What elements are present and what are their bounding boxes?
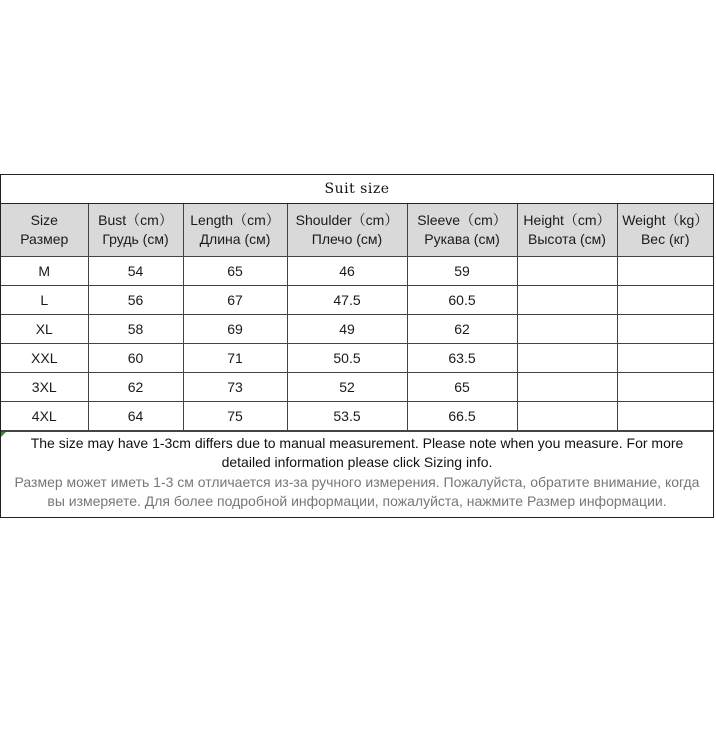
cell-shoulder: 53.5 xyxy=(287,402,407,431)
cell-size: XXL xyxy=(1,344,88,373)
cell-bust: 58 xyxy=(88,315,183,344)
chart-title: Suit size xyxy=(1,175,713,204)
cell-length: 71 xyxy=(183,344,287,373)
cell-size: M xyxy=(1,257,88,286)
cell-height xyxy=(517,402,617,431)
header-size xyxy=(1,204,88,257)
note-russian: Размер может иметь 1-3 см отличается из-за ручного измерения. Пожалуйста, обратите внимание, когда вы измеряете. Для более подробной информации, пожалуйста, нажмите Размер информации. xyxy=(14,474,700,509)
cell-bust: 60 xyxy=(88,344,183,373)
header-sleeve-en: Sleeve（cm） xyxy=(417,212,507,228)
table-row xyxy=(1,257,713,286)
cell-height xyxy=(517,315,617,344)
cell-size: 3XL xyxy=(1,373,88,402)
cell-height xyxy=(517,344,617,373)
cell-length: 67 xyxy=(183,286,287,315)
cell-bust: 56 xyxy=(88,286,183,315)
cell-shoulder: 46 xyxy=(287,257,407,286)
cell-shoulder: 49 xyxy=(287,315,407,344)
header-weight-en: Weight（kg） xyxy=(622,212,709,228)
cell-sleeve: 65 xyxy=(407,373,517,402)
cell-shoulder: 50.5 xyxy=(287,344,407,373)
corner-marker-icon xyxy=(1,432,6,437)
cell-bust: 62 xyxy=(88,373,183,402)
cell-height xyxy=(517,257,617,286)
header-bust xyxy=(88,204,183,257)
cell-size: L xyxy=(1,286,88,315)
cell-length: 65 xyxy=(183,257,287,286)
header-shoulder xyxy=(287,204,407,257)
header-weight xyxy=(617,204,713,257)
cell-height xyxy=(517,373,617,402)
cell-sleeve: 63.5 xyxy=(407,344,517,373)
header-length-en: Length（cm） xyxy=(190,212,280,228)
measurement-note xyxy=(1,431,713,511)
header-sleeve-ru: Рукава (см) xyxy=(424,231,500,247)
header-row xyxy=(1,204,713,257)
header-weight-ru: Вес (кг) xyxy=(640,231,690,247)
header-size-en: Size xyxy=(30,212,58,228)
header-height xyxy=(517,204,617,257)
header-length-ru: Длина (см) xyxy=(199,231,271,247)
cell-shoulder: 52 xyxy=(287,373,407,402)
table-row xyxy=(1,402,713,431)
cell-sleeve: 62 xyxy=(407,315,517,344)
table-row xyxy=(1,373,713,402)
cell-bust: 54 xyxy=(88,257,183,286)
cell-bust: 64 xyxy=(88,402,183,431)
cell-sleeve: 59 xyxy=(407,257,517,286)
table-row xyxy=(1,315,713,344)
cell-height xyxy=(517,286,617,315)
cell-size: XL xyxy=(1,315,88,344)
cell-length: 75 xyxy=(183,402,287,431)
header-shoulder-ru: Плечо (см) xyxy=(311,231,383,247)
cell-size: 4XL xyxy=(1,402,88,431)
cell-length: 69 xyxy=(183,315,287,344)
note-english: The size may have 1-3cm differs due to manual measurement. Please note when you measure. For more detailed information please click Sizing info. xyxy=(30,435,684,470)
cell-length: 73 xyxy=(183,373,287,402)
header-height-ru: Высота (см) xyxy=(528,231,606,247)
cell-weight xyxy=(617,402,713,431)
header-shoulder-en: Shoulder（cm） xyxy=(295,212,399,228)
header-length xyxy=(183,204,287,257)
header-size-ru: Размер xyxy=(20,231,69,247)
cell-weight xyxy=(617,373,713,402)
cell-weight xyxy=(617,315,713,344)
size-chart xyxy=(0,174,714,518)
cell-weight xyxy=(617,286,713,315)
header-height-en: Height（cm） xyxy=(523,212,611,228)
cell-weight xyxy=(617,344,713,373)
header-bust-ru: Грудь (см) xyxy=(102,231,169,247)
cell-sleeve: 60.5 xyxy=(407,286,517,315)
table-row xyxy=(1,286,713,315)
size-table xyxy=(1,204,713,431)
table-row xyxy=(1,344,713,373)
cell-sleeve: 66.5 xyxy=(407,402,517,431)
header-bust-en: Bust（cm） xyxy=(98,212,173,228)
cell-weight xyxy=(617,257,713,286)
cell-shoulder: 47.5 xyxy=(287,286,407,315)
header-sleeve xyxy=(407,204,517,257)
